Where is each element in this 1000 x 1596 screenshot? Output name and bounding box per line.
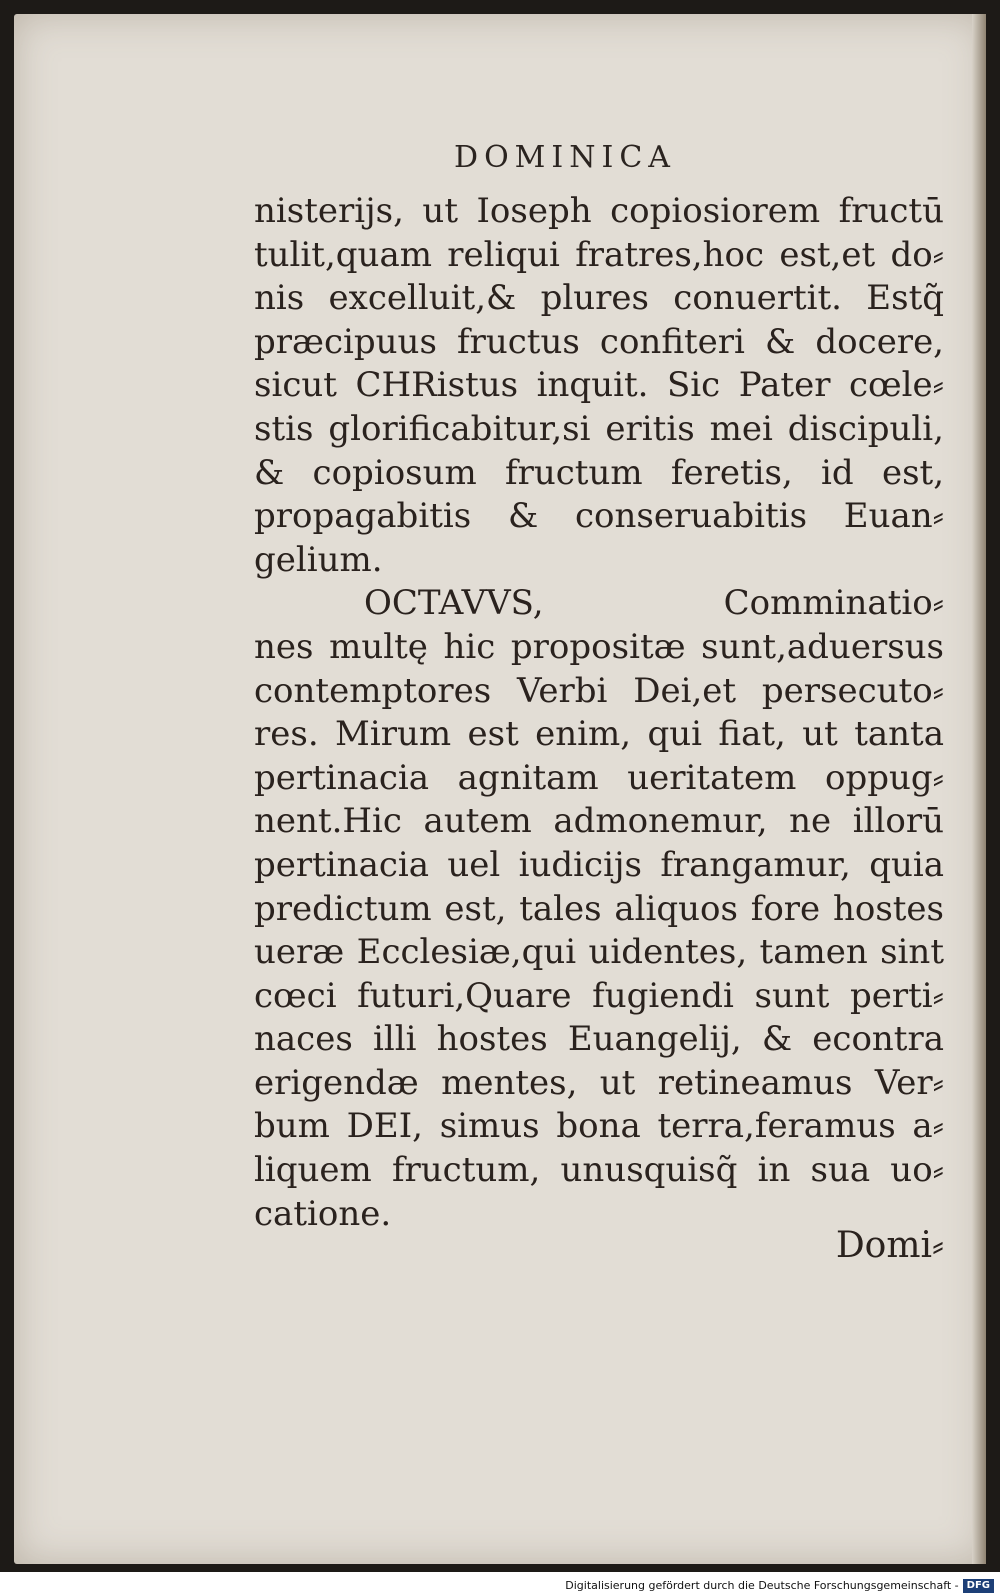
text-line: tulit,quam reliqui fratres,hoc est,et do⸗ (254, 234, 944, 275)
running-head: DOMINICA (454, 140, 676, 175)
text-line: nisterijs, ut Ioseph copiosiorem fructū (254, 191, 944, 231)
text-line: & copiosum fructum feretis, id est, (254, 452, 944, 493)
text-line: gelium. (254, 539, 383, 580)
text-line: pertinacia agnitam ueritatem oppug⸗ (254, 757, 944, 798)
text-line: ueræ Ecclesiæ,qui uidentes, tamen sint (254, 932, 944, 973)
catchword: Domi⸗ (835, 1225, 944, 1266)
text-line: naces illi hostes Euangelij, & econtra (254, 1019, 944, 1060)
digitization-footer (0, 1576, 1000, 1596)
text-line: catione. (254, 1193, 392, 1234)
text-line: præcipuus fructus confiteri & docere, (254, 321, 944, 362)
dfg-logo-icon: DFG (963, 1579, 994, 1593)
text-line: res. Mirum est enim, qui fiat, ut tanta (254, 714, 944, 755)
text-line-section-start: OCTAVVS, Comminatio⸗ (364, 583, 944, 624)
text-line: cœci futuri,Quare fugiendi sunt perti⸗ (254, 975, 944, 1016)
text-line: predictum est, tales aliquos fore hostes (254, 888, 944, 929)
text-line: nent.Hic autem admonemur, ne illorū (254, 801, 944, 842)
text-line: propagabitis & conseruabitis Euan⸗ (254, 496, 944, 537)
text-line: liquem fructum, unusquisq̃ in sua uo⸗ (254, 1150, 944, 1191)
text-line: erigendæ mentes, ut retineamus Ver⸗ (254, 1062, 944, 1103)
footer-credit-text: Digitalisierung gefördert durch die Deutsche Forschungsgemeinschaft - (565, 1579, 959, 1592)
text-line: sicut CHRistus inquit. Sic Pater cœle⸗ (254, 365, 944, 406)
text-line: bum DEI, simus bona terra,feramus a⸗ (254, 1106, 944, 1147)
text-line: contemptores Verbi Dei,et persecuto⸗ (254, 670, 944, 711)
book-page (14, 14, 986, 1564)
text-line: nes multę hic propositæ sunt,aduersus (254, 626, 944, 667)
page-body-text (254, 190, 944, 1236)
text-line: stis glorificabitur,si eritis mei discipuli, (254, 408, 944, 449)
text-line: pertinacia uel iudicijs frangamur, quia (254, 844, 944, 885)
page-edge (972, 14, 986, 1564)
text-line: nis excelluit,& plures conuertit. Estq̃ (254, 278, 944, 319)
